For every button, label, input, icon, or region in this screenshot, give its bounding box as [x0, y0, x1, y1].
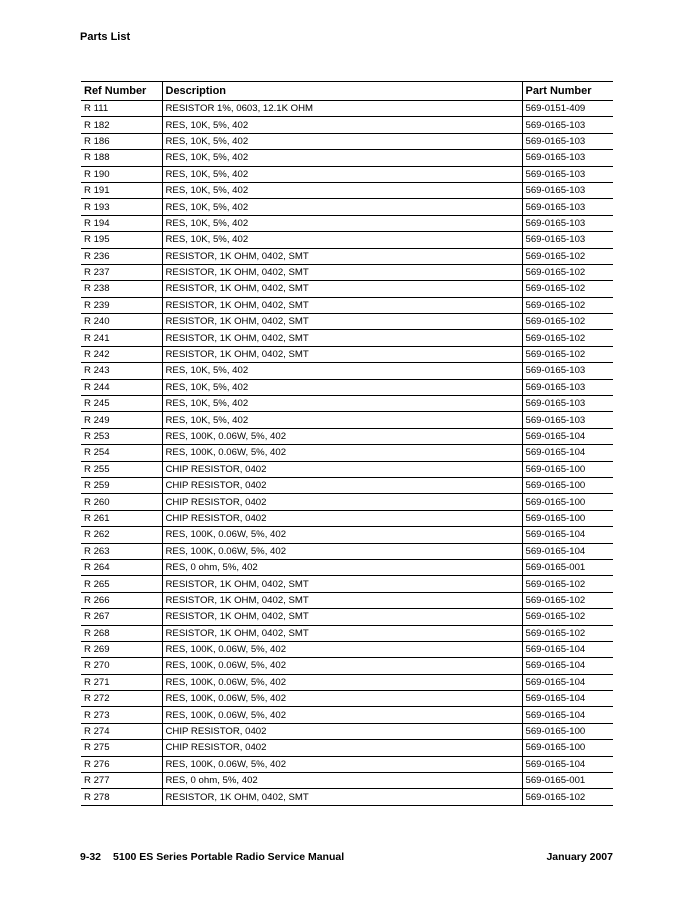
part-number-cell: 569-0165-100 [522, 740, 613, 756]
ref-number-cell: R 260 [81, 494, 162, 510]
ref-number-cell: R 262 [81, 527, 162, 543]
ref-number-cell: R 276 [81, 756, 162, 772]
table-row [81, 330, 613, 346]
part-number-cell: 569-0165-104 [522, 707, 613, 723]
description-cell: RES, 10K, 5%, 402 [162, 379, 522, 395]
part-number-cell: 569-0165-102 [522, 264, 613, 280]
ref-number-cell: R 238 [81, 281, 162, 297]
column-header-part-number: Part Number [522, 82, 613, 101]
ref-number-cell: R 255 [81, 461, 162, 477]
part-number-cell: 569-0165-102 [522, 576, 613, 592]
ref-number-cell: R 249 [81, 412, 162, 428]
table-row [81, 166, 613, 182]
table-row [81, 117, 613, 133]
description-cell: CHIP RESISTOR, 0402 [162, 494, 522, 510]
part-number-cell: 569-0165-104 [522, 428, 613, 444]
part-number-cell: 569-0165-103 [522, 199, 613, 215]
ref-number-cell: R 188 [81, 150, 162, 166]
table-row [81, 559, 613, 575]
table-header-row [81, 82, 613, 101]
ref-number-cell: R 253 [81, 428, 162, 444]
description-cell: RES, 10K, 5%, 402 [162, 133, 522, 149]
table-row [81, 494, 613, 510]
ref-number-cell: R 195 [81, 232, 162, 248]
ref-number-cell: R 266 [81, 592, 162, 608]
description-cell: RESISTOR, 1K OHM, 0402, SMT [162, 346, 522, 362]
part-number-cell: 569-0165-001 [522, 559, 613, 575]
table-row [81, 477, 613, 493]
part-number-cell: 569-0165-103 [522, 215, 613, 231]
description-cell: RESISTOR, 1K OHM, 0402, SMT [162, 297, 522, 313]
description-cell: RES, 10K, 5%, 402 [162, 396, 522, 412]
ref-number-cell: R 271 [81, 674, 162, 690]
table-row [81, 527, 613, 543]
table-row [81, 199, 613, 215]
description-cell: RES, 0 ohm, 5%, 402 [162, 559, 522, 575]
part-number-cell: 569-0165-100 [522, 510, 613, 526]
ref-number-cell: R 270 [81, 658, 162, 674]
page-number: 9-32 [80, 851, 102, 863]
part-number-cell: 569-0165-102 [522, 330, 613, 346]
column-header-ref-number: Ref Number [81, 82, 162, 101]
description-cell: RES, 100K, 0.06W, 5%, 402 [162, 674, 522, 690]
table-row [81, 510, 613, 526]
table-row [81, 625, 613, 641]
description-cell: RES, 10K, 5%, 402 [162, 412, 522, 428]
table-row [81, 133, 613, 149]
table-row [81, 232, 613, 248]
table-row [81, 248, 613, 264]
table-row [81, 150, 613, 166]
ref-number-cell: R 273 [81, 707, 162, 723]
description-cell: RES, 10K, 5%, 402 [162, 363, 522, 379]
table-row [81, 346, 613, 362]
table-row [81, 264, 613, 280]
part-number-cell: 569-0165-103 [522, 396, 613, 412]
part-number-cell: 569-0165-102 [522, 625, 613, 641]
ref-number-cell: R 272 [81, 691, 162, 707]
description-cell: CHIP RESISTOR, 0402 [162, 477, 522, 493]
ref-number-cell: R 182 [81, 117, 162, 133]
part-number-cell: 569-0165-104 [522, 756, 613, 772]
description-cell: RESISTOR, 1K OHM, 0402, SMT [162, 609, 522, 625]
description-cell: RES, 100K, 0.06W, 5%, 402 [162, 527, 522, 543]
part-number-cell: 569-0165-102 [522, 297, 613, 313]
table-row [81, 543, 613, 559]
ref-number-cell: R 263 [81, 543, 162, 559]
ref-number-cell: R 242 [81, 346, 162, 362]
description-cell: CHIP RESISTOR, 0402 [162, 461, 522, 477]
table-row [81, 281, 613, 297]
part-number-cell: 569-0165-103 [522, 379, 613, 395]
ref-number-cell: R 267 [81, 609, 162, 625]
part-number-cell: 569-0165-103 [522, 133, 613, 149]
part-number-cell: 569-0165-100 [522, 723, 613, 739]
description-cell: RES, 100K, 0.06W, 5%, 402 [162, 428, 522, 444]
description-cell: RESISTOR, 1K OHM, 0402, SMT [162, 625, 522, 641]
ref-number-cell: R 261 [81, 510, 162, 526]
description-cell: RES, 100K, 0.06W, 5%, 402 [162, 445, 522, 461]
description-cell: RES, 100K, 0.06W, 5%, 402 [162, 707, 522, 723]
description-cell: RES, 100K, 0.06W, 5%, 402 [162, 658, 522, 674]
table-row [81, 691, 613, 707]
table-row [81, 740, 613, 756]
table-row [81, 101, 613, 117]
ref-number-cell: R 194 [81, 215, 162, 231]
part-number-cell: 569-0165-102 [522, 609, 613, 625]
table-row [81, 182, 613, 198]
column-header-description: Description [162, 82, 522, 101]
description-cell: RESISTOR, 1K OHM, 0402, SMT [162, 314, 522, 330]
ref-number-cell: R 240 [81, 314, 162, 330]
description-cell: RESISTOR, 1K OHM, 0402, SMT [162, 281, 522, 297]
part-number-cell: 569-0165-103 [522, 166, 613, 182]
description-cell: RES, 10K, 5%, 402 [162, 215, 522, 231]
table-row [81, 674, 613, 690]
part-number-cell: 569-0165-100 [522, 494, 613, 510]
description-cell: CHIP RESISTOR, 0402 [162, 510, 522, 526]
part-number-cell: 569-0165-104 [522, 543, 613, 559]
ref-number-cell: R 265 [81, 576, 162, 592]
ref-number-cell: R 264 [81, 559, 162, 575]
part-number-cell: 569-0165-104 [522, 641, 613, 657]
part-number-cell: 569-0165-103 [522, 182, 613, 198]
table-body [81, 101, 613, 806]
description-cell: RES, 100K, 0.06W, 5%, 402 [162, 641, 522, 657]
table-row [81, 297, 613, 313]
ref-number-cell: R 245 [81, 396, 162, 412]
ref-number-cell: R 274 [81, 723, 162, 739]
ref-number-cell: R 277 [81, 773, 162, 789]
description-cell: RESISTOR 1%, 0603, 12.1K OHM [162, 101, 522, 117]
description-cell: CHIP RESISTOR, 0402 [162, 740, 522, 756]
table-row [81, 396, 613, 412]
part-number-cell: 569-0165-102 [522, 281, 613, 297]
table-row [81, 215, 613, 231]
ref-number-cell: R 237 [81, 264, 162, 280]
description-cell: RES, 10K, 5%, 402 [162, 166, 522, 182]
description-cell: RESISTOR, 1K OHM, 0402, SMT [162, 576, 522, 592]
ref-number-cell: R 111 [81, 101, 162, 117]
ref-number-cell: R 259 [81, 477, 162, 493]
description-cell: RES, 100K, 0.06W, 5%, 402 [162, 691, 522, 707]
manual-title: 5100 ES Series Portable Radio Service Manual [113, 851, 345, 863]
ref-number-cell: R 191 [81, 182, 162, 198]
part-number-cell: 569-0165-103 [522, 117, 613, 133]
ref-number-cell: R 236 [81, 248, 162, 264]
table-row [81, 576, 613, 592]
part-number-cell: 569-0165-102 [522, 314, 613, 330]
ref-number-cell: R 241 [81, 330, 162, 346]
part-number-cell: 569-0165-103 [522, 412, 613, 428]
part-number-cell: 569-0165-102 [522, 789, 613, 805]
ref-number-cell: R 254 [81, 445, 162, 461]
part-number-cell: 569-0165-104 [522, 674, 613, 690]
table-row [81, 756, 613, 772]
description-cell: RESISTOR, 1K OHM, 0402, SMT [162, 789, 522, 805]
table-row [81, 412, 613, 428]
description-cell: RESISTOR, 1K OHM, 0402, SMT [162, 330, 522, 346]
part-number-cell: 569-0165-102 [522, 346, 613, 362]
ref-number-cell: R 243 [81, 363, 162, 379]
part-number-cell: 569-0165-103 [522, 232, 613, 248]
ref-number-cell: R 268 [81, 625, 162, 641]
table-row [81, 789, 613, 805]
part-number-cell: 569-0165-104 [522, 658, 613, 674]
description-cell: CHIP RESISTOR, 0402 [162, 723, 522, 739]
description-cell: RES, 10K, 5%, 402 [162, 150, 522, 166]
description-cell: RES, 100K, 0.06W, 5%, 402 [162, 756, 522, 772]
ref-number-cell: R 278 [81, 789, 162, 805]
part-number-cell: 569-0165-100 [522, 461, 613, 477]
table-row [81, 592, 613, 608]
table-row [81, 773, 613, 789]
part-number-cell: 569-0165-103 [522, 150, 613, 166]
description-cell: RESISTOR, 1K OHM, 0402, SMT [162, 592, 522, 608]
table-row [81, 658, 613, 674]
table-row [81, 609, 613, 625]
part-number-cell: 569-0165-100 [522, 477, 613, 493]
description-cell: RES, 100K, 0.06W, 5%, 402 [162, 543, 522, 559]
description-cell: RES, 10K, 5%, 402 [162, 117, 522, 133]
description-cell: RES, 10K, 5%, 402 [162, 199, 522, 215]
description-cell: RESISTOR, 1K OHM, 0402, SMT [162, 264, 522, 280]
table-row [81, 723, 613, 739]
ref-number-cell: R 269 [81, 641, 162, 657]
part-number-cell: 569-0165-102 [522, 248, 613, 264]
ref-number-cell: R 190 [81, 166, 162, 182]
footer-left [80, 851, 344, 863]
table-row [81, 641, 613, 657]
ref-number-cell: R 275 [81, 740, 162, 756]
table-row [81, 379, 613, 395]
footer-date: January 2007 [546, 851, 613, 863]
table-row [81, 461, 613, 477]
table-row [81, 363, 613, 379]
part-number-cell: 569-0151-409 [522, 101, 613, 117]
ref-number-cell: R 186 [81, 133, 162, 149]
table-row [81, 707, 613, 723]
ref-number-cell: R 239 [81, 297, 162, 313]
description-cell: RES, 10K, 5%, 402 [162, 182, 522, 198]
ref-number-cell: R 193 [81, 199, 162, 215]
description-cell: RES, 0 ohm, 5%, 402 [162, 773, 522, 789]
part-number-cell: 569-0165-102 [522, 592, 613, 608]
part-number-cell: 569-0165-103 [522, 363, 613, 379]
description-cell: RESISTOR, 1K OHM, 0402, SMT [162, 248, 522, 264]
description-cell: RES, 10K, 5%, 402 [162, 232, 522, 248]
part-number-cell: 569-0165-001 [522, 773, 613, 789]
table-row [81, 314, 613, 330]
parts-table [81, 81, 613, 806]
page-title: Parts List [80, 31, 131, 43]
ref-number-cell: R 244 [81, 379, 162, 395]
table-row [81, 428, 613, 444]
part-number-cell: 569-0165-104 [522, 527, 613, 543]
table-row [81, 445, 613, 461]
part-number-cell: 569-0165-104 [522, 691, 613, 707]
part-number-cell: 569-0165-104 [522, 445, 613, 461]
